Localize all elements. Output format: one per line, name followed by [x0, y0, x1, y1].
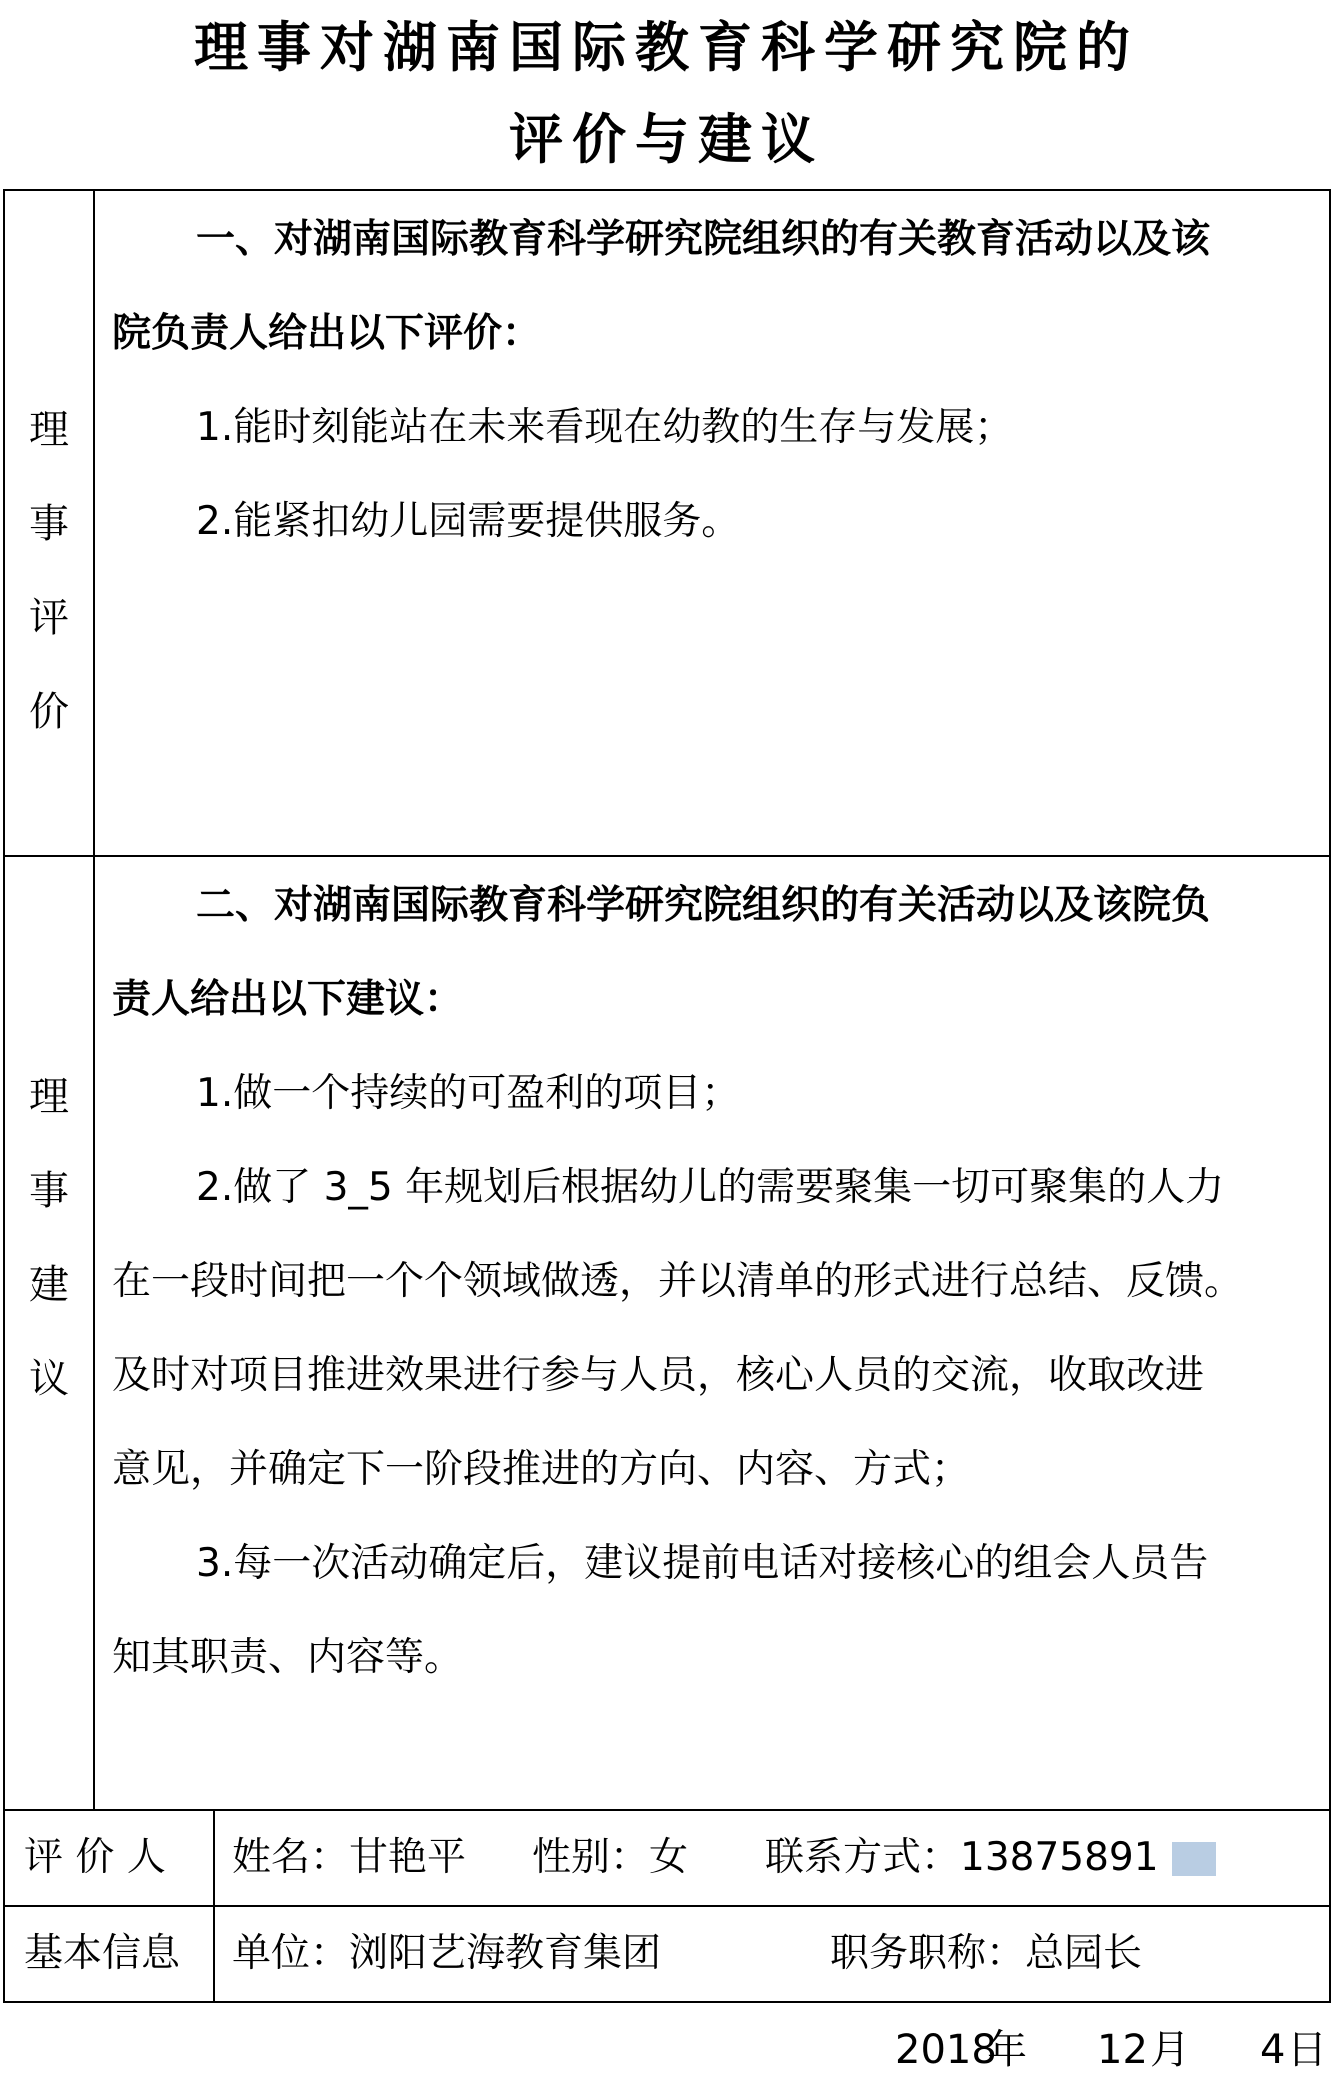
- date-month: 12: [1097, 2027, 1148, 2073]
- suggestion-side-label-1: 理: [29, 1074, 69, 1120]
- suggestion-item-2-line1: 2.做了 3_5 年规划后根据幼儿的需要聚集一切可聚集的人力: [196, 1165, 1225, 1210]
- info-row-divider: [3, 1905, 1331, 1907]
- suggestion-item-2-line2: 在一段时间把一个个领域做透，并以清单的形式进行总结、反馈。: [112, 1259, 1244, 1304]
- date-year-unit: 年: [987, 2027, 1027, 2073]
- suggestion-item-2: [112, 1141, 1317, 1517]
- evaluation-heading-line1: 一、对湖南国际教育科学研究院组织的有关教育活动以及该: [196, 217, 1211, 262]
- document-title-line1: 理事对湖南国际教育科学研究院的: [194, 15, 1139, 79]
- suggestion-item-2-line3: 及时对项目推进效果进行参与人员，核心人员的交流，收取改进: [112, 1353, 1205, 1398]
- evaluation-side-label-4: 价: [29, 689, 69, 735]
- evaluation-heading: [112, 193, 1317, 381]
- evaluation-item-2: 2.能紧扣幼儿园需要提供服务。: [196, 499, 741, 544]
- suggestion-heading-line2: 责人给出以下建议：: [112, 977, 464, 1022]
- evaluator-unit: 单位：浏阳艺海教育集团: [232, 1931, 662, 1976]
- suggestion-side-label-4: 议: [29, 1356, 69, 1402]
- suggestion-item-1-text: 1.做一个持续的可盈利的项目；: [196, 1071, 741, 1116]
- date-day: 4: [1260, 2027, 1286, 2073]
- evaluation-heading-line2: 院负责人给出以下评价：: [112, 311, 542, 356]
- redaction-mark: [1172, 1842, 1216, 1876]
- evaluator-position: 职务职称：总园长: [830, 1931, 1143, 1976]
- evaluation-side-label-1: 理: [29, 407, 69, 453]
- column-divider-info: [213, 1809, 215, 2003]
- evaluator-contact: 联系方式：13875891: [765, 1835, 1159, 1880]
- date-year: 2018: [895, 2027, 997, 2073]
- evaluation-item: [112, 381, 1317, 475]
- evaluation-item-1: 1.能时刻能站在未来看现在幼教的生存与发展；: [196, 405, 1014, 450]
- evaluation-item: [112, 475, 1317, 569]
- evaluation-side-label-3: 评: [29, 595, 69, 641]
- suggestion-item-3-line1: 3.每一次活动确定后，建议提前电话对接核心的组会人员告: [196, 1541, 1209, 1586]
- suggestion-heading-line1: 二、对湖南国际教育科学研究院组织的有关活动以及该院负: [196, 883, 1211, 928]
- suggestion-item-1: [112, 1047, 1317, 1141]
- row-divider-2: [3, 1809, 1331, 1811]
- evaluator-name: 姓名：甘艳平: [232, 1835, 467, 1880]
- evaluation-side-label-2: 事: [29, 501, 69, 547]
- document-title-line2: 评价与建议: [509, 107, 824, 171]
- evaluator-label-line1: 评 价 人: [24, 1835, 166, 1880]
- suggestion-side-label-3: 建: [29, 1262, 69, 1308]
- suggestion-item-2-line4: 意见，并确定下一阶段推进的方向、内容、方式；: [112, 1447, 971, 1492]
- suggestion-item-3: [112, 1517, 1317, 1705]
- row-divider-1: [3, 855, 1331, 857]
- suggestion-heading: [112, 859, 1317, 1047]
- evaluator-label-line2: 基本信息: [24, 1931, 181, 1976]
- date-month-unit: 月: [1150, 2027, 1190, 2073]
- suggestion-item-3-line2: 知其职责、内容等。: [112, 1635, 464, 1680]
- evaluator-gender: 性别：女: [532, 1835, 689, 1880]
- date-day-unit: 日: [1287, 2027, 1327, 2073]
- suggestion-side-label-2: 事: [29, 1168, 69, 1214]
